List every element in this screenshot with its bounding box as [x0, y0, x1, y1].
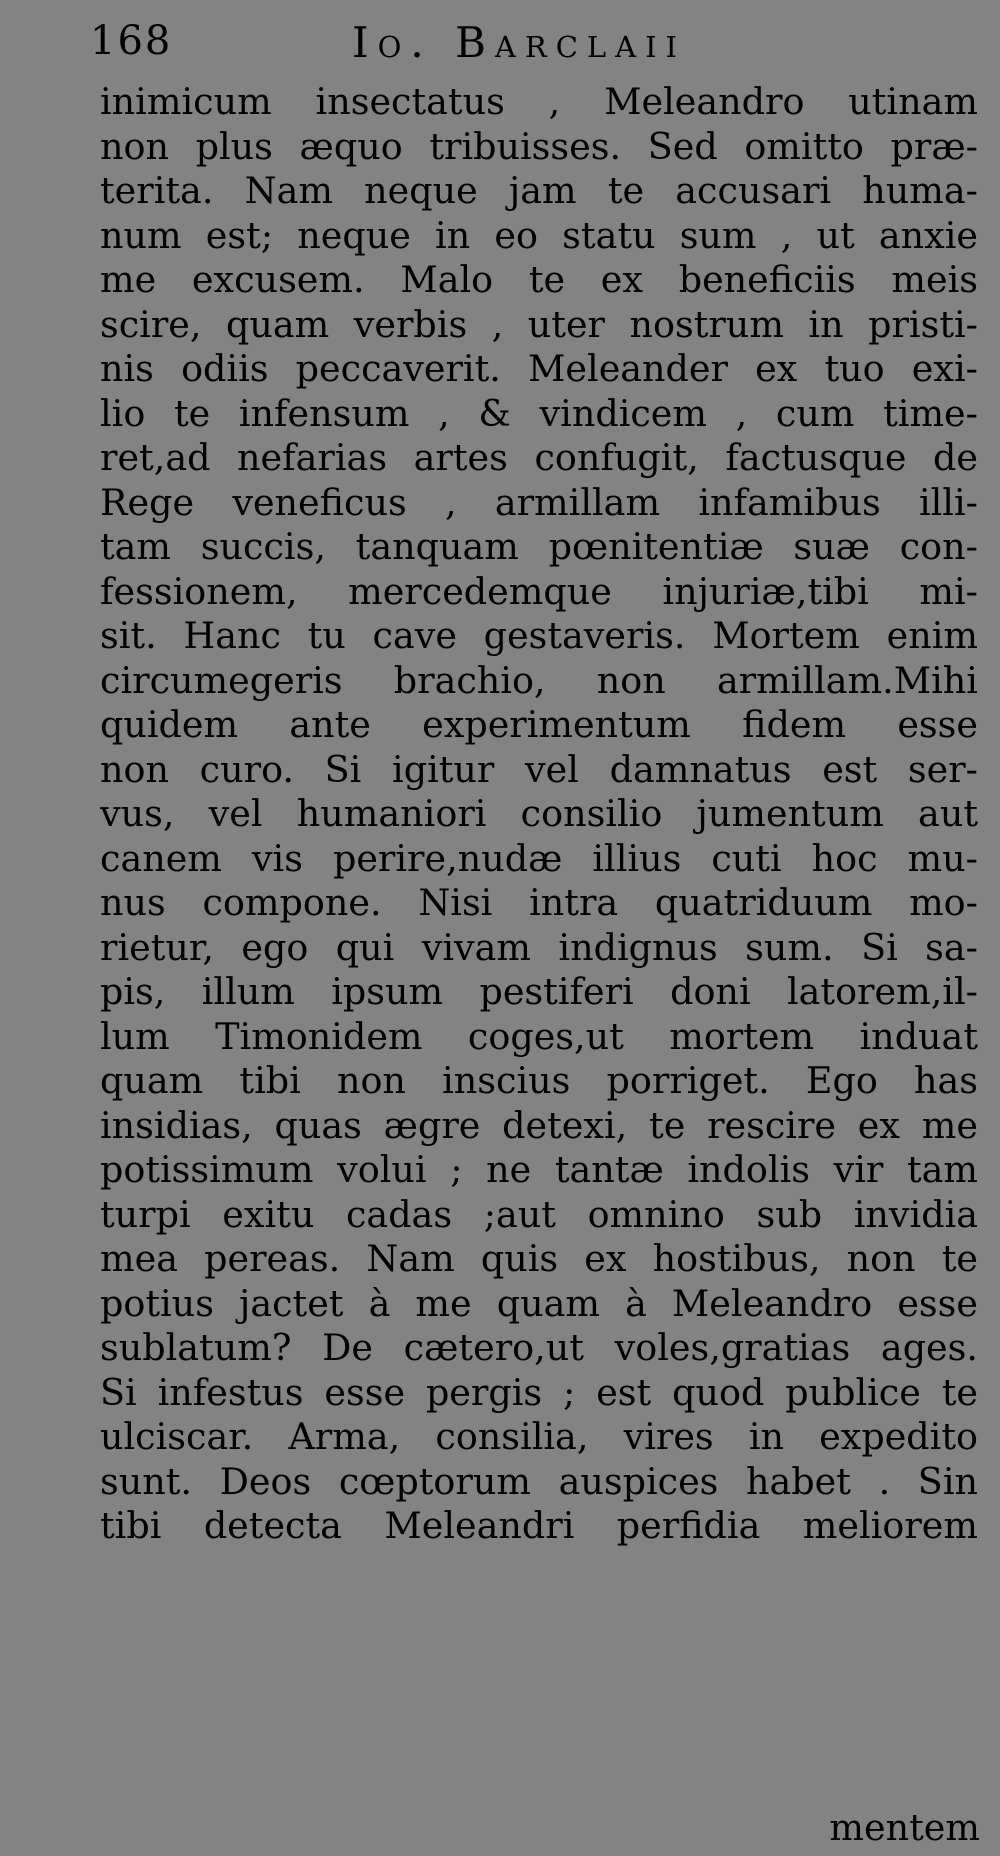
text-line: sit. Hanc tu cave gestaveris. Mortem enim [100, 614, 978, 657]
text-line: vus, vel humaniori consilio jumentum aut [100, 792, 978, 835]
running-head: Io. Barclaii [352, 18, 687, 67]
text-line: pis, illum ipsum pestiferi doni latorem,il- [100, 970, 978, 1013]
text-line: sunt. Deos cœptorum auspices habet . Sin [100, 1459, 978, 1503]
text-line: non plus æquo tribuisses. Sed omitto præ- [100, 124, 978, 168]
text-line: lio te infensum , & vindicem , cum time- [100, 391, 978, 435]
text-line: non curo. Si igitur vel damnatus est ser- [100, 747, 978, 791]
text-line: rietur, ego qui vivam indignus sum. Si sa- [100, 925, 978, 969]
text-line: num est; neque in eo statu sum , ut anxie [100, 213, 978, 257]
text-line: canem vis perire,nudæ illius cuti hoc mu- [100, 836, 978, 880]
text-line: Si infestus esse pergis ; est quod publice te [100, 1370, 978, 1414]
text-line: ulciscar. Arma, consilia, vires in expedito [100, 1415, 978, 1458]
text-line: inimicum insectatus , Meleandro utinam [100, 80, 978, 123]
text-line: quam tibi non inscius porriget. Ego has [100, 1059, 978, 1102]
text-line: potissimum volui ; ne tantæ indolis vir tam [100, 1148, 978, 1191]
text-line: ret,ad nefarias artes confugit, factusque de [100, 436, 978, 479]
text-line: circumegeris brachio, non armillam.Mihi [100, 658, 978, 702]
text-line: turpi exitu cadas ;aut omnino sub invidia [100, 1192, 978, 1236]
text-line: quidem ante experimentum fidem esse [100, 703, 978, 746]
text-line: me excusem. Malo te ex beneficiis meis [100, 258, 978, 301]
text-line: nis odiis peccaverit. Meleander ex tuo exi- [100, 347, 978, 390]
body-text [100, 80, 978, 1549]
text-line: lum Timonidem coges,ut mortem induat [100, 1014, 978, 1058]
text-line: nus compone. Nisi intra quatriduum mo- [100, 881, 978, 924]
page-header [90, 18, 980, 78]
text-line: scire, quam verbis , uter nostrum in pristi- [100, 302, 978, 346]
text-line: potius jactet à me quam à Meleandro esse [100, 1281, 978, 1325]
text-line: fessionem, mercedemque injuriæ,tibi mi- [100, 569, 978, 613]
text-line: mea pereas. Nam quis ex hostibus, non te [100, 1237, 978, 1280]
text-line: tam succis, tanquam pœnitentiæ suæ con- [100, 525, 978, 568]
text-line: sublatum? De cætero,ut voles,gratias ages. [100, 1326, 978, 1369]
text-line: terita. Nam neque jam te accusari huma- [100, 169, 978, 212]
text-line: tibi detecta Meleandri perfidia meliorem [100, 1504, 978, 1547]
catchword: mentem [829, 1806, 980, 1849]
text-line: Rege veneficus , armillam infamibus illi- [100, 480, 978, 524]
text-line: insidias, quas ægre detexi, te rescire ex me [100, 1103, 978, 1147]
page-number: 168 [90, 18, 173, 64]
